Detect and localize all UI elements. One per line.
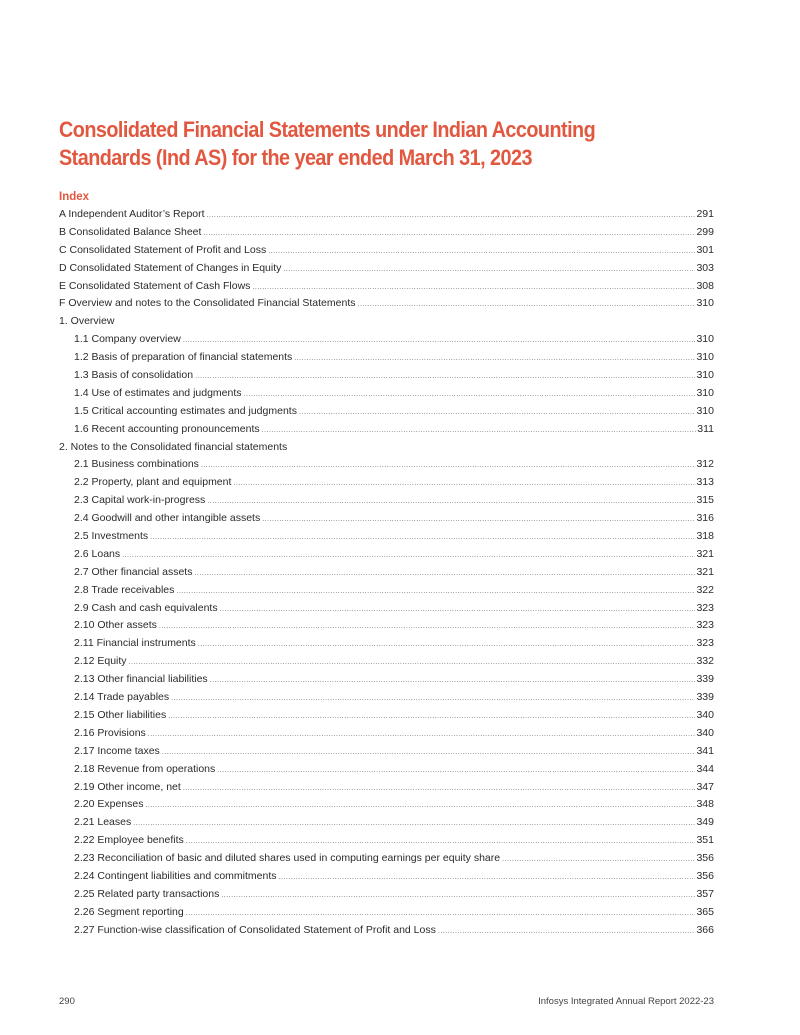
toc-entry-label: 2.6 Loans [74,547,121,560]
toc-entry-page: 323 [696,637,714,650]
toc-entry-label: 2.18 Revenue from operations [74,762,216,775]
toc-entry-label: 2. Notes to the Consolidated financial statements [59,440,288,453]
toc-entry-label: 2.5 Investments [74,530,149,543]
toc-entry[interactable] [59,456,714,474]
toc-entry-label: 2.19 Other income, net [74,780,181,793]
toc-entry-page: 366 [696,923,714,936]
dot-leader [244,386,696,404]
document-title: Consolidated Financial Statements under Indian Accounting Standards (Ind AS) for the year ended March 31, 2023 [59,117,596,170]
dot-leader [186,905,696,923]
toc-entry-page: 313 [696,476,714,489]
toc-entry-page: 323 [696,601,714,614]
toc-entry[interactable] [59,850,714,868]
toc-entry-label: 2.3 Capital work-in-progress [74,494,206,507]
dot-leader [438,923,696,941]
toc-entry[interactable] [59,528,714,546]
toc-entry [59,313,714,331]
toc-entry-label: 1.6 Recent accounting pronouncements [74,422,260,435]
toc-entry[interactable] [59,403,714,421]
toc-entry-label: 1.1 Company overview [74,333,181,346]
toc-entry[interactable] [59,260,714,278]
toc-entry-page: 351 [696,834,714,847]
toc-entry[interactable] [59,421,714,439]
toc-entry-page: 318 [696,530,714,543]
toc-entry-page: 310 [696,369,714,382]
toc-entry[interactable] [59,725,714,743]
toc-entry[interactable] [59,510,714,528]
dot-leader [279,869,696,887]
toc-entry-page: 310 [696,404,714,417]
toc-entry[interactable] [59,564,714,582]
toc-entry-label: 2.24 Contingent liabilities and commitments [74,869,277,882]
toc-entry-page: 310 [696,351,714,364]
toc-entry-label: 2.15 Other liabilities [74,708,167,721]
dot-leader [201,457,696,475]
toc-entry[interactable] [59,331,714,349]
dot-leader [233,475,695,493]
toc-entry-label: 2.11 Financial instruments [74,637,196,650]
toc-entry-label: E Consolidated Statement of Cash Flows [59,279,251,292]
toc-entry[interactable] [59,814,714,832]
toc-entry[interactable] [59,349,714,367]
dot-leader [162,744,696,762]
dot-leader [299,404,696,422]
dot-leader [252,279,695,297]
toc-entry-page: 315 [696,494,714,507]
toc-entry[interactable] [59,295,714,313]
toc-entry[interactable] [59,689,714,707]
toc-entry[interactable] [59,707,714,725]
toc-entry-label: C Consolidated Statement of Profit and Loss [59,243,267,256]
toc-entry[interactable] [59,492,714,510]
dot-leader [358,296,696,314]
toc-entry-page: 321 [696,565,714,578]
toc-entry[interactable] [59,922,714,940]
toc-entry-page: 340 [696,708,714,721]
dot-leader [171,690,695,708]
toc-entry[interactable] [59,832,714,850]
toc-entry-page: 301 [696,243,714,256]
toc-entry[interactable] [59,474,714,492]
toc-entry-page: 310 [696,333,714,346]
toc-entry-label: 1.3 Basis of consolidation [74,369,194,382]
toc-entry-label: 2.27 Function-wise classification of Consolidated Statement of Profit and Loss [74,923,436,936]
toc-entry-page: 316 [696,512,714,525]
toc-entry[interactable] [59,904,714,922]
dot-leader [203,225,695,243]
toc-entry-page: 357 [696,887,714,900]
toc-entry-label: 2.23 Reconciliation of basic and diluted shares used in computing earnings per equity share [74,852,501,865]
toc-entry-label: 2.12 Equity [74,655,127,668]
toc-entry[interactable] [59,206,714,224]
toc-entry-label: 2.20 Expenses [74,798,144,811]
dot-leader [122,547,695,565]
toc-entry-page: 340 [696,726,714,739]
index-heading: Index [59,191,90,203]
toc-entry-label: F Overview and notes to the Consolidated Financial Statements [59,297,356,310]
dot-leader [133,815,695,833]
toc-entry-page: 321 [696,547,714,560]
toc-entry[interactable] [59,868,714,886]
toc-entry-label: 2.7 Other financial assets [74,565,193,578]
toc-entry[interactable] [59,671,714,689]
toc-entry[interactable] [59,635,714,653]
toc-entry-page: 308 [696,279,714,292]
toc-entry-page: 341 [696,744,714,757]
toc-entry-label: 2.8 Trade receivables [74,583,175,596]
toc-entry[interactable] [59,796,714,814]
dot-leader [220,601,696,619]
toc-entry-page: 323 [696,619,714,632]
toc-entry-label: B Consolidated Balance Sheet [59,225,202,238]
toc-entry-page: 348 [696,798,714,811]
dot-leader [129,654,696,672]
toc-entry-page: 291 [696,208,714,220]
toc-entry-page: 344 [696,762,714,775]
toc-entry[interactable] [59,600,714,618]
toc-entry[interactable] [59,653,714,671]
footer-page-number: 290 [59,996,75,1007]
dot-leader [221,887,695,905]
toc-entry-page: 299 [696,225,714,238]
table-of-contents [59,206,714,940]
toc-entry[interactable] [59,743,714,761]
toc-entry-page: 322 [696,583,714,596]
toc-entry-label: 2.4 Goodwill and other intangible assets [74,512,261,525]
dot-leader [168,708,695,726]
toc-entry-page: 310 [696,297,714,310]
toc-entry-label: 1.2 Basis of preparation of financial statements [74,351,293,364]
toc-entry-label: D Consolidated Statement of Changes in Equity [59,261,282,274]
dot-leader [176,583,695,601]
dot-leader [262,422,697,440]
toc-entry-label: 1.5 Critical accounting estimates and judgments [74,404,297,417]
toc-entry-page: 303 [696,261,714,274]
dot-leader [502,851,695,869]
dot-leader [145,797,695,815]
toc-entry-page: 332 [696,655,714,668]
dot-leader [262,511,695,529]
toc-entry-page: 356 [696,852,714,865]
dot-leader [195,368,695,386]
toc-entry-label: A Independent Auditor’s Report [59,208,205,220]
toc-entry[interactable] [59,224,714,242]
toc-entry-label: 2.10 Other assets [74,619,157,632]
toc-entry[interactable] [59,367,714,385]
toc-entry-label: 2.21 Leases [74,816,132,829]
dot-leader [183,780,696,798]
dot-leader [210,672,696,690]
dot-leader [268,243,695,261]
toc-entry-label: 2.17 Income taxes [74,744,160,757]
toc-entry-page: 311 [697,422,714,435]
dot-leader [207,493,695,511]
toc-entry-label: 1.4 Use of estimates and judgments [74,386,242,399]
toc-entry[interactable] [59,617,714,635]
toc-entry-label: 2.13 Other financial liabilities [74,673,208,686]
dot-leader [294,350,695,368]
dot-leader [159,618,696,636]
toc-entry-page: 312 [696,458,714,471]
toc-entry-label: 2.9 Cash and cash equivalents [74,601,218,614]
toc-entry-page: 356 [696,869,714,882]
toc-entry-page: 365 [696,905,714,918]
toc-entry [59,439,714,457]
dot-leader [148,726,696,744]
toc-entry[interactable] [59,242,714,260]
toc-entry-label: 2.14 Trade payables [74,691,170,704]
toc-entry-page: 310 [696,386,714,399]
toc-entry-label: 2.1 Business combinations [74,458,199,471]
toc-entry-label: 2.22 Employee benefits [74,834,184,847]
toc-entry[interactable] [59,761,714,779]
dot-leader [217,762,695,780]
toc-entry[interactable] [59,886,714,904]
toc-entry[interactable] [59,779,714,797]
toc-entry-label: 1. Overview [59,315,115,328]
dot-leader [150,529,695,547]
toc-entry-page: 339 [696,673,714,686]
toc-entry-label: 2.25 Related party transactions [74,887,220,900]
toc-entry[interactable] [59,582,714,600]
dot-leader [186,833,696,851]
dot-leader [198,636,696,654]
toc-entry-page: 347 [696,780,714,793]
dot-leader [283,261,695,279]
dot-leader [207,207,696,225]
footer-report-name: Infosys Integrated Annual Report 2022-23 [538,996,714,1007]
toc-entry-page: 339 [696,691,714,704]
dot-leader [194,565,695,583]
toc-entry-label: 2.16 Provisions [74,726,146,739]
toc-entry[interactable] [59,278,714,296]
dot-leader [183,332,696,350]
toc-entry-label: 2.2 Property, plant and equipment [74,476,232,489]
toc-entry[interactable] [59,385,714,403]
toc-entry-page: 349 [696,816,714,829]
toc-entry-label: 2.26 Segment reporting [74,905,184,918]
toc-entry[interactable] [59,546,714,564]
